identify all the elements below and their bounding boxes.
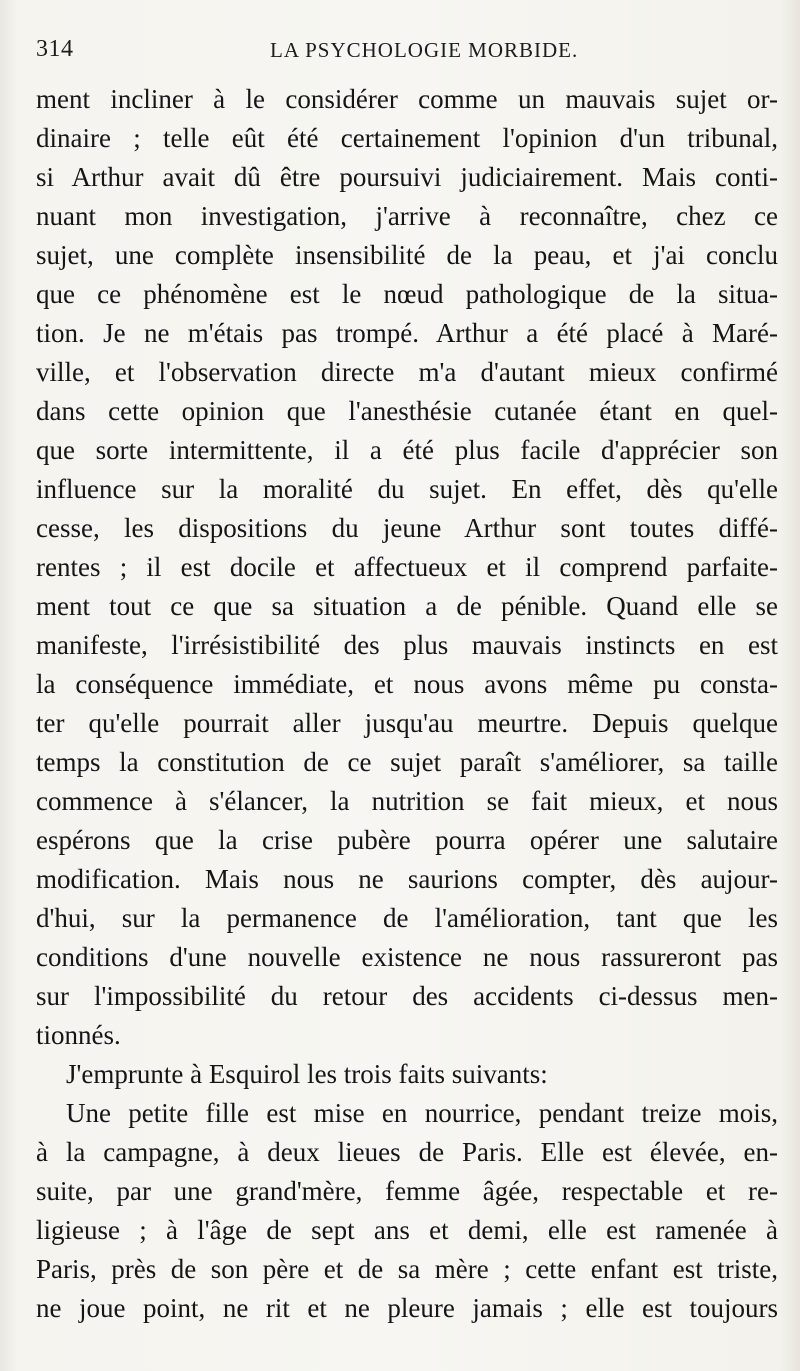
text-line: la conséquence immédiate, et nous avons même pu consta- (36, 669, 778, 699)
text-line: ter qu'elle pourrait aller jusqu'au meurtre. Depuis quelque (36, 708, 778, 738)
text-line: ligieuse ; à l'âge de sept ans et demi, elle est ramenée à (36, 1215, 778, 1245)
text-line: J'emprunte à Esquirol les trois faits suivants: (66, 1059, 548, 1089)
text-line: modification. Mais nous ne saurions compter, dès aujour- (36, 864, 778, 894)
text-line: tion. Je ne m'étais pas trompé. Arthur a été placé à Maré- (36, 318, 778, 348)
text-line: à la campagne, à deux lieues de Paris. Elle est élevée, en- (36, 1137, 778, 1167)
text-line: rentes ; il est docile et affectueux et il comprend parfaite- (36, 552, 778, 582)
text-line: nuant mon investigation, j'arrive à reconnaître, chez ce (36, 201, 778, 231)
text-line: temps la constitution de ce sujet paraît s'améliorer, sa taille (36, 747, 778, 777)
text-line: dinaire ; telle eût été certainement l'opinion d'un tribunal, (36, 123, 778, 153)
text-line: dans cette opinion que l'anesthésie cutanée étant en quel- (36, 396, 778, 426)
text-line: Une petite fille est mise en nourrice, pendant treize mois, (66, 1098, 778, 1128)
text-line: Paris, près de son père et de sa mère ; cette enfant est triste, (36, 1254, 778, 1284)
text-line: que ce phénomène est le nœud pathologique de la situa- (36, 279, 778, 309)
text-line: influence sur la moralité du sujet. En effet, dès qu'elle (36, 474, 778, 504)
text-line: ment tout ce que sa situation a de pénible. Quand elle se (36, 591, 778, 621)
text-line: ville, et l'observation directe m'a d'autant mieux confirmé (36, 357, 778, 387)
text-line: sujet, une complète insensibilité de la peau, et j'ai conclu (36, 240, 778, 270)
text-line: espérons que la crise pubère pourra opérer une salutaire (36, 825, 778, 855)
text-line: tionnés. (36, 1020, 121, 1050)
text-line: ne joue point, ne rit et ne pleure jamais ; elle est toujours (36, 1293, 778, 1323)
page-number: 314 (36, 36, 74, 62)
text-line: sur l'impossibilité du retour des accidents ci-dessus men- (36, 981, 778, 1011)
text-line: commence à s'élancer, la nutrition se fait mieux, et nous (36, 786, 778, 816)
text-line: ment incliner à le considérer comme un mauvais sujet or- (36, 84, 778, 114)
text-line: suite, par une grand'mère, femme âgée, respectable et re- (36, 1176, 778, 1206)
text-line: conditions d'une nouvelle existence ne nous rassureront pas (36, 942, 778, 972)
text-line: d'hui, sur la permanence de l'amélioration, tant que les (36, 903, 778, 933)
text-line: cesse, les dispositions du jeune Arthur sont toutes diffé- (36, 513, 778, 543)
text-line: que sorte intermittente, il a été plus facile d'apprécier son (36, 435, 778, 465)
text-line: si Arthur avait dû être poursuivi judiciairement. Mais conti- (36, 162, 778, 192)
running-title: LA PSYCHOLOGIE MORBIDE. (270, 38, 579, 62)
text-line: manifeste, l'irrésistibilité des plus mauvais instincts en est (36, 630, 778, 660)
page-header (36, 36, 780, 68)
